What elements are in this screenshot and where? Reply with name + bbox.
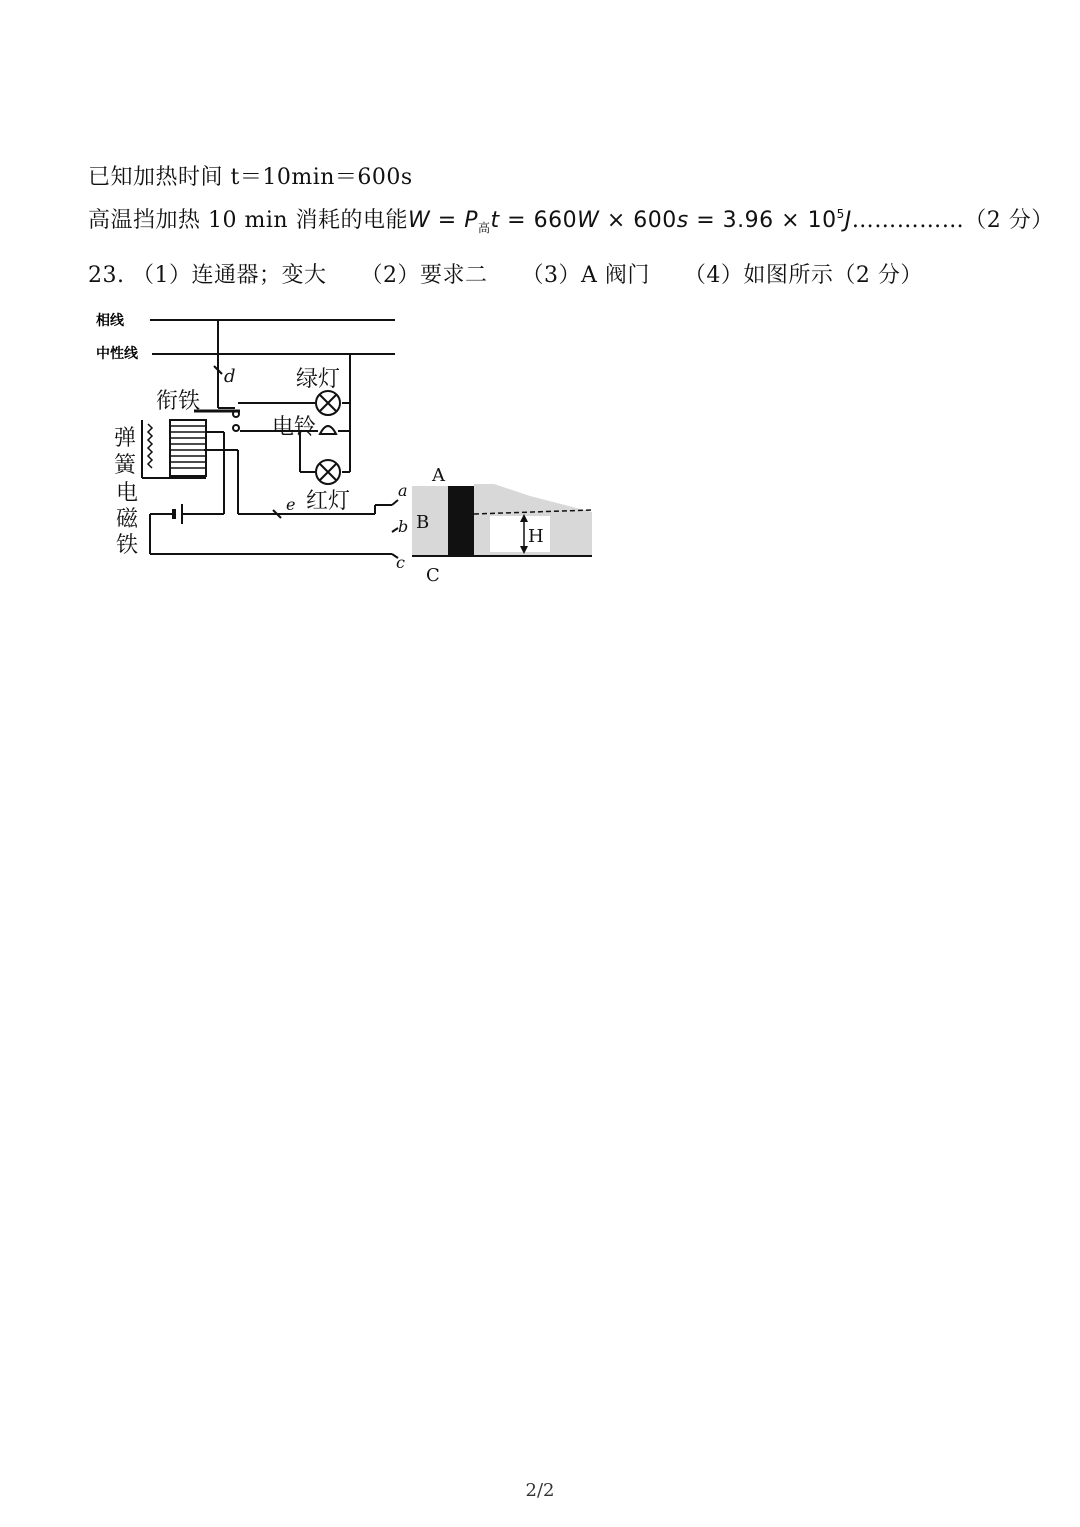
spring-coil [148,424,152,468]
point-a-label: a [398,481,408,500]
dot-leader: …………… [851,208,965,233]
formula-t: t [490,208,500,233]
green-lamp-label: 绿灯 [296,367,341,392]
formula-times: × 600 [599,208,677,233]
tank-slope [474,484,592,514]
label-c-tank: C [426,565,440,586]
label-b-tank: B [416,512,430,533]
formula-w-unit: W [577,208,600,233]
spring-label-2: 簧 [114,453,137,478]
formula-eq2: = 660 [499,208,578,233]
circuit-diagram [90,300,610,590]
point-d-label: d [224,366,236,387]
answer-part-4: （4）如图所示（2 分） [683,263,923,288]
given-time-line [88,160,413,191]
page-number: 2/2 [525,1480,555,1501]
red-lamp-label: 红灯 [306,489,351,514]
point-b-label: b [398,517,409,536]
formula-exponent: 5 [836,207,845,221]
bell-label: 电铃 [272,415,317,440]
formula-s-unit: s [676,208,689,233]
formula-eq3: = 3.96 × 10 [688,208,837,233]
water-tank [412,484,592,556]
armature-label: 衔铁 [156,389,201,414]
a-probe [392,500,398,505]
energy-prefix: 高温挡加热 10 min 消耗的电能 [88,208,409,233]
label-h: H [528,526,544,547]
formula-p-subscript: 高 [478,221,491,235]
formula-w: W [408,208,431,233]
answer-part-3: （3）A 阀门 [521,263,650,288]
label-a-tank: A [432,465,445,486]
electromagnet-label-3: 铁 [116,533,139,558]
formula-j-unit: J [844,208,852,233]
live-wire-label: 相线 [96,313,124,329]
neutral-wire-label: 中性线 [96,346,138,362]
question-number: 23. [88,263,125,288]
electromagnet-label-2: 磁 [116,507,139,532]
relay-contact [233,411,239,417]
spring-label-1: 弹 [114,426,137,451]
energy-formula [408,208,852,233]
formula-p: P [464,208,479,233]
point-c-label: c [396,553,405,572]
relay-contact-lower [233,425,239,431]
answer-part-2: （2）要求二 [360,263,488,288]
electromagnet-label-1: 电 [116,481,139,506]
electromagnet-coil [170,426,206,468]
given-time-text: 已知加热时间 t＝10min＝600s [88,165,413,190]
valve-block [448,486,474,556]
bell-icon [320,426,336,434]
point-e-label: e [286,495,296,514]
energy-calculation-line [88,203,1054,236]
formula-eq1: = [430,208,465,233]
question-23-line [88,258,923,289]
answer-part-1: （1）连通器；变大 [132,263,327,288]
energy-score: （2 分） [964,208,1054,233]
